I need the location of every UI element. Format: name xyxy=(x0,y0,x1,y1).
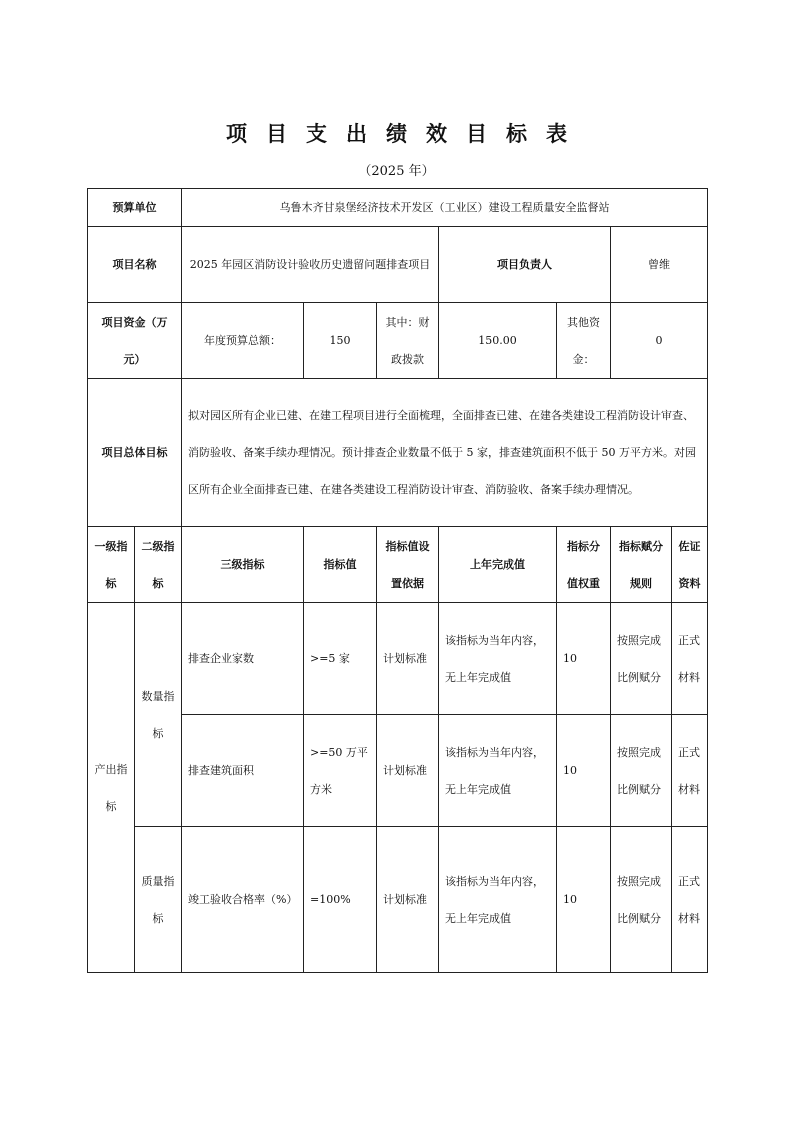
indicator-weight: 10 xyxy=(557,603,611,715)
year-label: （2025 年） xyxy=(358,164,435,179)
funds-label: 项目资金（万元） xyxy=(88,303,182,379)
project-name-label: 项目名称 xyxy=(88,227,182,303)
fiscal-value: 150.00 xyxy=(439,303,557,379)
indicator-last-year: 该指标为当年内容，无上年完成值 xyxy=(439,827,557,973)
header-level3: 三级指标 xyxy=(182,527,304,603)
manager-value: 曾维 xyxy=(611,227,708,303)
project-name-value: 2025 年园区消防设计验收历史遗留问题排查项目 xyxy=(182,227,439,303)
header-level1: 一级指标 xyxy=(88,527,135,603)
header-last-year: 上年完成值 xyxy=(439,527,557,603)
table-row xyxy=(88,603,708,715)
fiscal-label: 其中：财政拨款 xyxy=(377,303,439,379)
performance-table xyxy=(87,188,708,973)
indicator-value: >=5 家 xyxy=(304,603,377,715)
indicator-name: 排查企业家数 xyxy=(182,603,304,715)
annual-budget-value: 150 xyxy=(304,303,377,379)
level2-cell: 数量指标 xyxy=(135,603,182,827)
indicator-basis: 计划标准 xyxy=(377,827,439,973)
indicator-evidence: 正式材料 xyxy=(672,603,708,715)
indicator-last-year: 该指标为当年内容，无上年完成值 xyxy=(439,715,557,827)
indicator-weight: 10 xyxy=(557,827,611,973)
header-evidence: 佐证资料 xyxy=(672,527,708,603)
indicator-last-year: 该指标为当年内容，无上年完成值 xyxy=(439,603,557,715)
header-rule: 指标赋分规则 xyxy=(611,527,672,603)
goal-label: 项目总体目标 xyxy=(88,379,182,527)
indicator-rule: 按照完成比例赋分 xyxy=(611,603,672,715)
indicator-evidence: 正式材料 xyxy=(672,827,708,973)
indicator-name: 竣工验收合格率（%） xyxy=(182,827,304,973)
page-title: 项目支出绩效目标表 xyxy=(226,121,586,146)
level1-cell: 产出指标 xyxy=(88,603,135,973)
budget-unit-value: 乌鲁木齐甘泉堡经济技术开发区（工业区）建设工程质量安全监督站 xyxy=(182,189,708,227)
indicator-rule: 按照完成比例赋分 xyxy=(611,827,672,973)
manager-label: 项目负责人 xyxy=(439,227,611,303)
indicator-name: 排查建筑面积 xyxy=(182,715,304,827)
header-level2: 二级指标 xyxy=(135,527,182,603)
level2-cell: 质量指标 xyxy=(135,827,182,973)
goal-text: 拟对园区所有企业已建、在建工程项目进行全面梳理，全面排查已建、在建各类建设工程消防设计审查、消防验收、备案手续办理情况。预计排查企业数量不低于 5 家，排查建筑面积不低于 50 万平方米。对园区所有企业全面排查已建、在建各类建设工程消防设计审查、消防验收、备案手续办理情况。 xyxy=(182,379,708,527)
other-funds-value: 0 xyxy=(611,303,708,379)
indicator-value: =100% xyxy=(304,827,377,973)
indicator-rule: 按照完成比例赋分 xyxy=(611,715,672,827)
indicator-evidence: 正式材料 xyxy=(672,715,708,827)
table-row xyxy=(88,827,708,973)
other-funds-label: 其他资金： xyxy=(557,303,611,379)
header-weight: 指标分值权重 xyxy=(557,527,611,603)
annual-budget-label: 年度预算总额： xyxy=(182,303,304,379)
budget-unit-label: 预算单位 xyxy=(88,189,182,227)
indicator-basis: 计划标准 xyxy=(377,603,439,715)
header-value: 指标值 xyxy=(304,527,377,603)
indicator-value: >=50 万平方米 xyxy=(304,715,377,827)
header-basis: 指标值设置依据 xyxy=(377,527,439,603)
indicator-weight: 10 xyxy=(557,715,611,827)
indicator-basis: 计划标准 xyxy=(377,715,439,827)
